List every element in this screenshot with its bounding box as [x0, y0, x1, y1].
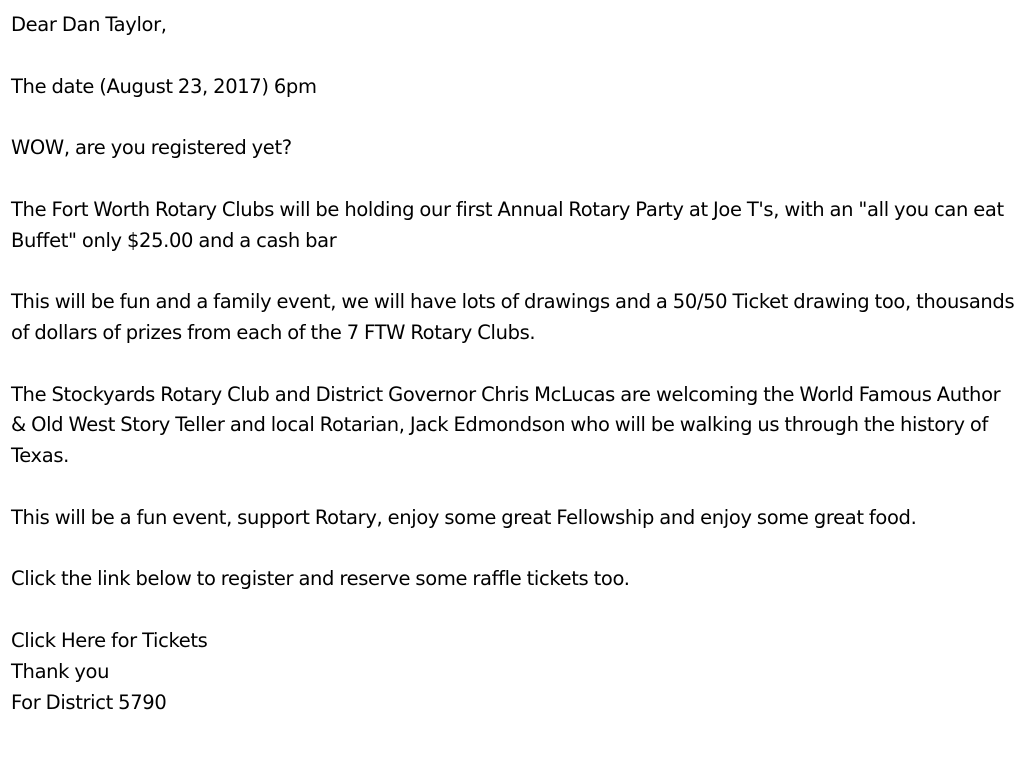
stockyards-paragraph: The Stockyards Rotary Club and District Governor Chris McLucas are welcoming the World Famous Author & Old West Story Teller and local Rotarian, Jack Edmondson who will be walking us through the history of Texas. — [11, 382, 1001, 468]
party-paragraph: The Fort Worth Rotary Clubs will be holding our first Annual Rotary Party at Joe T's, with an "all you can eat Buffet" only $25.00 and a cash bar — [11, 197, 1004, 252]
family-event-paragraph: This will be fun and a family event, we will have lots of drawings and a 50/50 Ticket drawing too, thousands of dollars of prizes from each of the 7 FTW Rotary Clubs. — [11, 290, 1015, 344]
greeting: Dear Dan Taylor, — [11, 13, 167, 36]
registration-question: WOW, are you registered yet? — [11, 136, 292, 160]
letter-body — [11, 10, 1016, 718]
tickets-link[interactable]: Click Here for Tickets — [11, 628, 208, 652]
register-paragraph: Click the link below to register and reserve some raffle tickets too. — [11, 567, 630, 591]
support-paragraph: This will be a fun event, support Rotary, enjoy some great Fellowship and enjoy some great food. — [11, 505, 917, 529]
tickets-link-line — [11, 626, 1016, 657]
signature: For District 5790 — [11, 690, 167, 714]
event-date: The date (August 23, 2017) 6pm — [11, 74, 317, 98]
closing: Thank you — [11, 659, 110, 683]
